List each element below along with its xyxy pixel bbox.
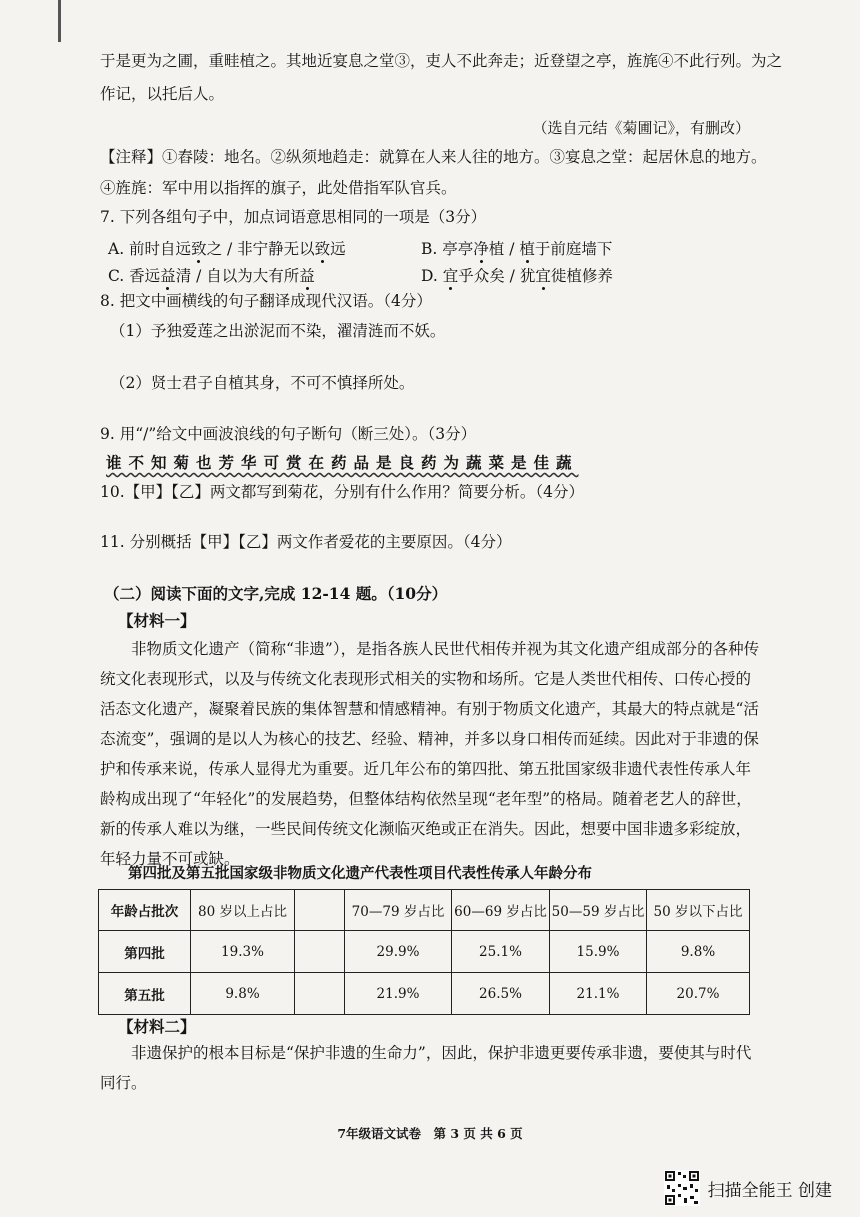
table-cell: 9.8% bbox=[191, 973, 295, 1015]
table-header-cell bbox=[295, 890, 345, 931]
table-title: 第四批及第五批国家级非物质文化遗产代表性项目代表性传承人年龄分布 bbox=[128, 865, 592, 882]
q7b-text-2: 植 / bbox=[488, 240, 520, 258]
question-7: 7. 下列各组句子中，加点词语意思相同的一项是（3分） bbox=[100, 208, 487, 226]
table-cell bbox=[295, 973, 345, 1015]
table-header-cell: 50—59 岁占比 bbox=[550, 890, 647, 931]
question-8-part-2: （2）贤士君子自植其身，不可不慎择所处。 bbox=[110, 374, 415, 392]
q7d-dotted-1: 宜 bbox=[443, 264, 459, 286]
question-9: 9. 用“/”给文中画波浪线的句子断句（断三处）。（3分） bbox=[100, 425, 477, 443]
table-cell: 20.7% bbox=[647, 973, 750, 1015]
passage-line-1: 于是更为之圃，重畦植之。其地近宴息之堂③，吏人不此奔走；近登望之亭，旌旄④不此行列。为之 bbox=[100, 52, 783, 70]
q7a-text-1: A. 前时自远 bbox=[108, 240, 192, 258]
q7b-dotted-2: 植 bbox=[519, 237, 535, 259]
table-cell: 21.9% bbox=[345, 973, 452, 1015]
q7c-dotted-1: 益 bbox=[160, 264, 176, 286]
table-cell: 29.9% bbox=[345, 931, 452, 973]
q7b-text-1: B. 亭亭 bbox=[421, 240, 474, 258]
table-header-cell: 年龄占批次 bbox=[99, 890, 191, 931]
q7d-text-2: 乎众矣 / 犹 bbox=[458, 267, 536, 285]
table-row bbox=[99, 973, 750, 1015]
table-header-cell: 60—69 岁占比 bbox=[452, 890, 550, 931]
table-cell bbox=[295, 931, 345, 973]
q7-option-b bbox=[421, 237, 612, 259]
table-cell: 9.8% bbox=[647, 931, 750, 973]
table-cell: 21.1% bbox=[550, 973, 647, 1015]
material-1-paragraph: 非物质文化遗产（简称“非遗”），是指各族人民世代相传并视为其文化遗产组成部分的各种传统文化表现形式，以及与传统文化表现形式相关的实物和场所。它是人类世代相传、口传心授的活态文化遗产，凝聚着民族的集体智慧和情感精神。有别于物质文化遗产，其最大的特点就是“活态流变”，强调的是以人为核心的技艺、经验、精神，并多以身口相传而延续。因此对于非遗的保护和传承来说，传承人显得尤为重要。近几年公布的第四批、第五批国家级非遗代表性传承人年龄构成出现了“年轻化”的发展趋势，但整体结构依然呈现“老年型”的格局。随着老艺人的辞世，新的传承人难以为继，一些民间传统文化濒临灭绝或正在消失。因此，想要中国非遗多彩绽放，年轻力量不可或缺。 bbox=[100, 640, 760, 868]
section-2-heading: （二）阅读下面的文字,完成 12-14 题。（10分） bbox=[104, 584, 448, 603]
page-footer: 7年级语文试卷 第 3 页 共 6 页 bbox=[337, 1126, 523, 1141]
table-cell: 19.3% bbox=[191, 931, 295, 973]
qr-code-icon bbox=[664, 1170, 700, 1206]
q7c-dotted-2: 益 bbox=[299, 264, 315, 286]
q7a-text-2: 之 / 非宁静无以 bbox=[206, 240, 315, 258]
q7-option-c bbox=[108, 264, 315, 286]
q7c-text-2: 清 / 自以为大有所 bbox=[175, 267, 300, 285]
q7c-text-1: C. 香远 bbox=[108, 267, 161, 285]
question-8: 8. 把文中画横线的句子翻译成现代汉语。（4分） bbox=[100, 292, 432, 310]
question-11: 11. 分别概括【甲】【乙】两文作者爱花的主要原因。（4分） bbox=[100, 533, 512, 551]
table-row-label: 第五批 bbox=[99, 973, 191, 1015]
q7d-text-1: D. bbox=[421, 267, 443, 285]
annotation-line-2: ④旌旄：军中用以指挥的旗子，此处借指军队官兵。 bbox=[100, 179, 457, 197]
q7-option-d bbox=[421, 264, 613, 286]
table-cell: 25.1% bbox=[452, 931, 550, 973]
watermark-text: 扫描全能王 创建 bbox=[707, 1180, 832, 1201]
q7d-text-3: 徙植修养 bbox=[550, 267, 613, 285]
passage-source: （选自元结《菊圃记》，有删改） bbox=[532, 119, 750, 137]
annotation-line-1: 【注释】①舂陵：地名。②纵须地趋走：就算在人来人往的地方。③宴息之堂：起居休息的地方。 bbox=[100, 148, 767, 166]
table-header-cell: 50 岁以下占比 bbox=[647, 890, 750, 931]
material-2-label: 【材料二】 bbox=[118, 1017, 196, 1036]
table-row-label: 第四批 bbox=[99, 931, 191, 973]
age-distribution-table bbox=[98, 889, 750, 1015]
q7d-dotted-2: 宜 bbox=[535, 264, 551, 286]
table-row bbox=[99, 931, 750, 973]
table-header-row bbox=[99, 890, 750, 931]
passage-line-2: 作记，以托后人。 bbox=[100, 85, 225, 103]
material-1-label: 【材料一】 bbox=[118, 611, 196, 630]
q7a-text-3: 远 bbox=[330, 240, 346, 258]
scanner-watermark bbox=[664, 1170, 832, 1206]
table-header-cell: 70—79 岁占比 bbox=[345, 890, 452, 931]
question-8-part-1: （1）予独爱莲之出淤泥而不染，濯清涟而不妖。 bbox=[110, 322, 446, 340]
material-2-paragraph: 非遗保护的根本目标是“保护非遗的生命力”，因此，保护非遗更要传承非遗，要使其与时代同行。 bbox=[100, 1044, 752, 1092]
q7b-text-3: 于前庭墙下 bbox=[534, 240, 613, 258]
table-cell: 26.5% bbox=[452, 973, 550, 1015]
table-header-cell: 80 岁以上占比 bbox=[191, 890, 295, 931]
question-9-sentence: 谁不知菊也芳华可赏在药品是良药为蔬菜是佳蔬 bbox=[106, 453, 579, 472]
table-cell: 15.9% bbox=[550, 931, 647, 973]
q7a-dotted-2: 致 bbox=[315, 237, 331, 259]
scan-edge-mark bbox=[58, 0, 61, 42]
q7-option-a bbox=[108, 237, 346, 259]
question-10: 10.【甲】【乙】两文都写到菊花，分别有什么作用？简要分析。（4分） bbox=[100, 483, 585, 501]
q7b-dotted-1: 净 bbox=[473, 237, 489, 259]
q7a-dotted-1: 致 bbox=[191, 237, 207, 259]
